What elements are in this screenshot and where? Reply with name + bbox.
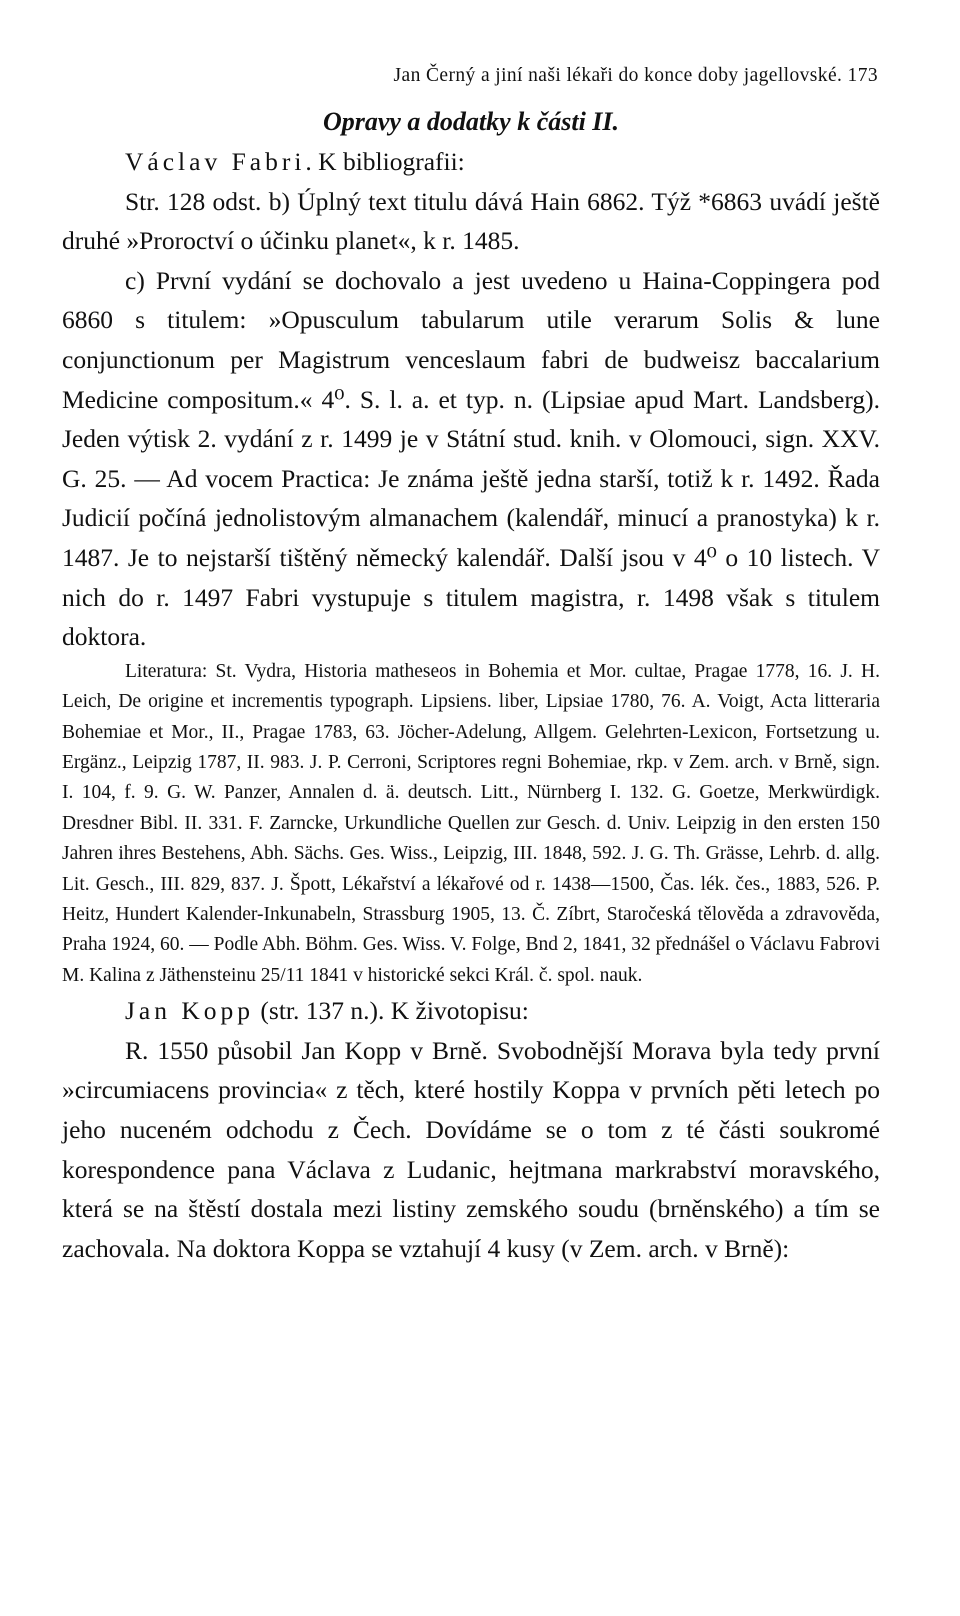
- kopp-heading: [62, 991, 880, 1031]
- kopp-paragraph: R. 1550 působil Jan Kopp v Brně. Svobodnější Morava byla tedy první »circumiacens provincia« z těch, které hostily Koppa v prvních pěti letech po jeho nuceném odchodu z Čech. Dovídáme se o tom z té části soukromé korespondence pana Václava z Ludanic, hejtmana markrabství moravského, která se na štěstí dostala mezi listiny zemského soudu (brněnského) a tím se zachovala. Na doktora Koppa se vztahují 4 kusy (v Zem. arch. v Brně):: [62, 1035, 880, 1263]
- fabri-heading-rest: . K bibliografii:: [305, 147, 465, 176]
- kopp-heading-rest: (str. 137 n.). K životopisu:: [254, 996, 529, 1026]
- kopp-name: Jan Kopp: [125, 996, 255, 1026]
- fabri-literature: Literatura: St. Vydra, Historia matheseos in Bohemia et Mor. cultae, Pragae 1778, 16. J. H. Leich, De origine et incrementis typograph. Lipsiens. liber, Lipsiae 1780, 76. A. Voigt, Acta litteraria Bohemiae et Mor., II., Pragae 1783, 63. Jöcher-Adelung, Allgem. Gelehrten-Lexicon, Fortsetzung u. Ergänz., Leipzig 1787, II. 983. J. P. Cerroni, Scriptores regni Bohemiae, rkp. v Zem. arch. v Brně, sign. I. 104, f. 9. G. W. Panzer, Annalen d. ä. deutsch. Litt., Nürnberg I. 132. G. Goetze, Merkwürdigk. Dresdner Bibl. II. 331. F. Zarncke, Urkundliche Quellen zur Gesch. d. Univ. Leipzig in den ersten 150 Jahren ihres Bestehens, Abh. Sächs. Ges. Wiss., Leipzig, III. 1848, 592. J. G. Th. Grässe, Lehrb. d. allg. Lit. Gesch., III. 829, 837. J. Špott, Lékařství a lékařové od r. 1438—1500, Čas. lék. čes., 1883, 526. P. Heitz, Hundert Kalender-Inkunabeln, Strassburg 1905, 13. Č. Zíbrt, Staročeská tělověda a zdravověda, Praha 1924, 60. — Podle Abh. Böhm. Ges. Wiss. V. Folge, Bnd 2, 1841, 32 přednášel o Václavu Fabrovi M. Kalina z Jäthensteinu 25/11 1841 v historické sekci Král. č. spol. nauk.: [62, 660, 880, 986]
- fabri-paragraph-b: Str. 128 odst. b) Úplný text titulu dává Hain 6862. Týž *6863 uvádí ještě druhé »Proroctví o účinku planet«, k r. 1485.: [62, 186, 880, 256]
- fabri-paragraph-c: c) První vydání se dochovalo a jest uvedeno u Haina-Coppingera pod 6860 s titulem: »Opusculum tabularum utile verarum Solis & lune conjunctionum per Magistrum venceslaum fabri de budweisz baccalarium Medicine compositum.« 4⁰. S. l. a. et typ. n. (Lipsiae apud Mart. Landsberg). Jeden výtisk 2. vydání z r. 1499 je v Státní stud. knih. v Olomouci, sign. XXV. G. 25. — Ad vocem Practica: Je známa ještě jedna starší, totiž k r. 1492. Řada Judicií počíná jednolistovým almanachem (kalendář, minucí a pranostyka) k r. 1487. Je to nejstarší tištěný německý kalendář. Další jsou v 4⁰ o 10 listech. V nich do r. 1497 Fabri vystupuje s titulem magistra, r. 1498 však s titulem doktora.: [62, 265, 880, 652]
- fabri-name: Václav Fabri: [125, 147, 306, 176]
- fabri-heading: [62, 142, 880, 182]
- section-title: Opravy a dodatky k části II.: [322, 107, 620, 136]
- running-head: Jan Černý a jiní naši lékaři do konce doby jagellovské. 173: [393, 65, 878, 86]
